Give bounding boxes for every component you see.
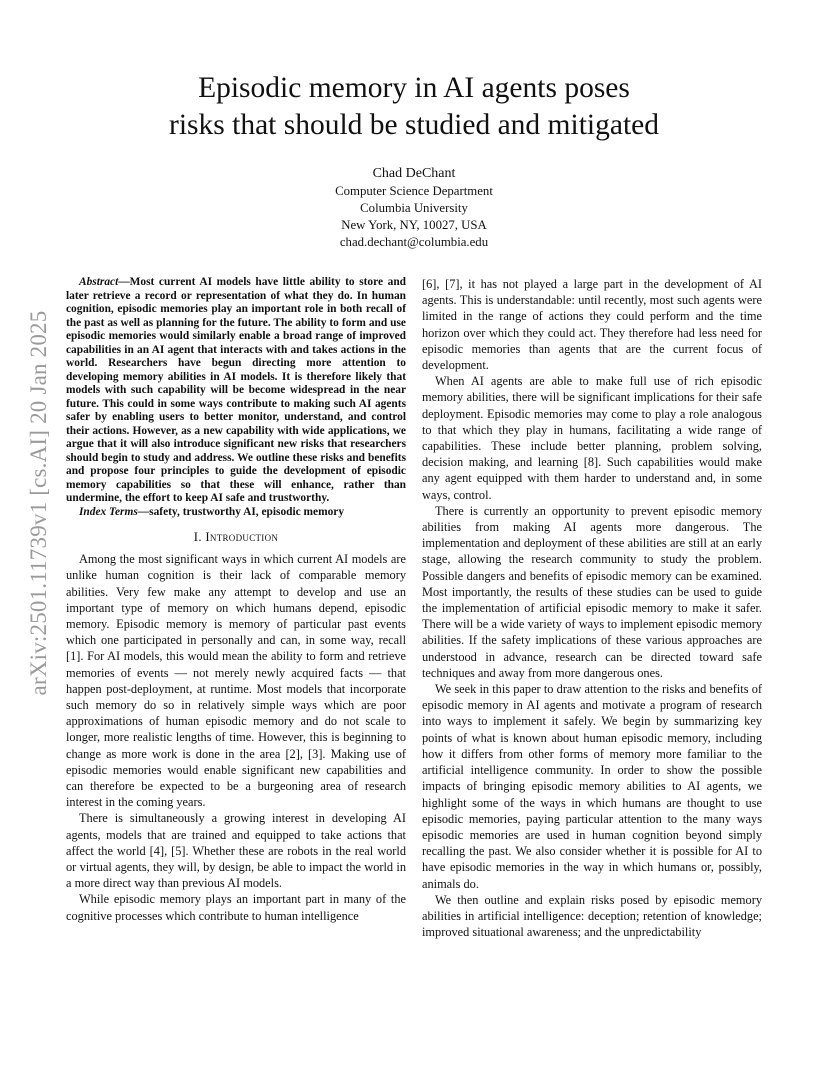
title-line-1: Episodic memory in AI agents poses bbox=[198, 72, 630, 104]
body-paragraph: We then outline and explain risks posed by episodic memory abilities in artificial intelligence: deception; retention of knowledge; improved situational awareness; and the unpredictability bbox=[422, 892, 762, 940]
body-paragraph: Among the most significant ways in which current AI models are unlike human cognition is their lack of comparable memory abilities. Very few make any attempt to develop and use an important type of memory on which humans depend, episodic memory. Episodic memory is memory of particular past events which one participated in personally and can, in some way, recall [1]. For AI models, this would mean the ability to form and retrieve memories of events — not merely newly acquired facts — that happen post-deployment, at runtime. Most models that incorporate such memory do so in relatively simple ways which are poor approximations of human episodic memory and do not scale to longer, more realistic lengths of time. However, this is beginning to change as more work is done in the area [2], [3]. Making use of episodic memories would enable significant new capabilities and can therefore be expected to be a burgeoning area of research interest in the coming years. bbox=[66, 552, 406, 810]
index-terms-label: Index Terms bbox=[79, 505, 138, 518]
paper-title bbox=[110, 70, 718, 144]
arxiv-sidebar-stamp bbox=[22, 268, 56, 738]
title-line-2: risks that should be studied and mitigated bbox=[169, 109, 659, 141]
author-department: Computer Science Department bbox=[335, 184, 493, 198]
index-terms-text: —safety, trustworthy AI, episodic memory bbox=[137, 505, 345, 518]
section-heading-introduction: I. Introduction bbox=[193, 530, 279, 544]
author-university: Columbia University bbox=[360, 201, 468, 215]
body-paragraph: [6], [7], it has not played a large part in the development of AI agents. This is understandable: until recently, most such agents were limited in the range of actions they could perform and the time horizon over which they could act. They therefore had less need for episodic memories than agents that are the current focus of development. bbox=[422, 277, 762, 373]
body-paragraph: When AI agents are able to make full use of rich episodic memory abilities, there will be significant implications for their safe deployment. Episodic memories may come to play a role analogous to that which they play in humans, facilitating a wide range of capabilities. These include better planning, problem solving, decision making, and learning [8]. Such capabilities would make any agent equipped with them harder to understand and, in some ways, control. bbox=[422, 374, 762, 502]
abstract-text: —Most current AI models have little ability to store and later retrieve a record or representation of what they do. In human cognition, episodic memories play an important role in both recall of the past as well as planning for the future. The ability to form and use episodic memories would similarly enable a broad range of improved capabilities in an AI agent that interacts with and takes actions in the world. Researchers have begun directing more attention to developing memory abilities in AI models. It is therefore likely that models with such capability will be become widespread in the near future. This could in some ways contribute to making such AI agents safer by enabling users to better monitor, understand, and control their actions. However, as a new capability with wide applications, we argue that it will also introduce significant new risks that researchers should begin to study and address. We outline these risks and benefits and propose four principles to guide the development of episodic memory capabilities so that these will enhance, rather than undermine, the effort to keep AI safe and trustworthy. bbox=[66, 276, 406, 504]
author-email: chad.dechant@columbia.edu bbox=[339, 235, 489, 249]
body-paragraph: There is currently an opportunity to prevent episodic memory abilities from making AI agents more dangerous. The implementation and deployment of these abilities are still at an early stage, allowing the research community to study the problem. Possible dangers and benefits of episodic memory can be examined. Most importantly, the results of these studies can be used to guide the implementation of artificial episodic memory to make it safer. There will be a wide variety of ways to implement episodic memory abilities. If the safety implications of these various approaches are understood in advance, research can be directed toward safe techniques and away from more dangerous ones. bbox=[422, 503, 762, 680]
right-column bbox=[422, 276, 762, 940]
abstract-label: Abstract bbox=[79, 276, 119, 288]
author-name: Chad DeChant bbox=[372, 166, 456, 181]
body-paragraph: There is simultaneously a growing interest in developing AI agents, models that are trained and equipped to take actions that affect the world [4], [5]. Whether these are robots in the real world or virtual agents, they will, by design, be able to impact the world in a more direct way than previous AI models. bbox=[66, 811, 406, 891]
author-address: New York, NY, 10027, USA bbox=[341, 218, 487, 232]
left-column bbox=[66, 276, 406, 924]
body-paragraph: We seek in this paper to draw attention to the risks and benefits of episodic memory in AI agents and motivate a program of research into ways to implement it safely. We begin by summarizing key points of what is known about human episodic memory, including how it differs from other forms of memory more familiar to the artificial intelligence community. In order to show the possible impacts of bringing episodic memory abilities to AI agents, we highlight some of the ways in which humans are thought to use episodic memories, paying particular attention to the many ways episodic memories are used in human cognition beyond simply recalling the past. We also consider whether it is possible for AI to have episodic memories in the way in which humans or, possibly, animals do. bbox=[422, 682, 762, 891]
arxiv-identifier: arXiv:2501.11739v1 [cs.AI] 20 Jan 2025 bbox=[26, 310, 51, 696]
abstract bbox=[66, 276, 406, 506]
author-block bbox=[214, 164, 614, 251]
index-terms bbox=[66, 506, 406, 520]
body-paragraph: While episodic memory plays an important part in many of the cognitive processes which contribute to human intelligence bbox=[66, 892, 406, 923]
